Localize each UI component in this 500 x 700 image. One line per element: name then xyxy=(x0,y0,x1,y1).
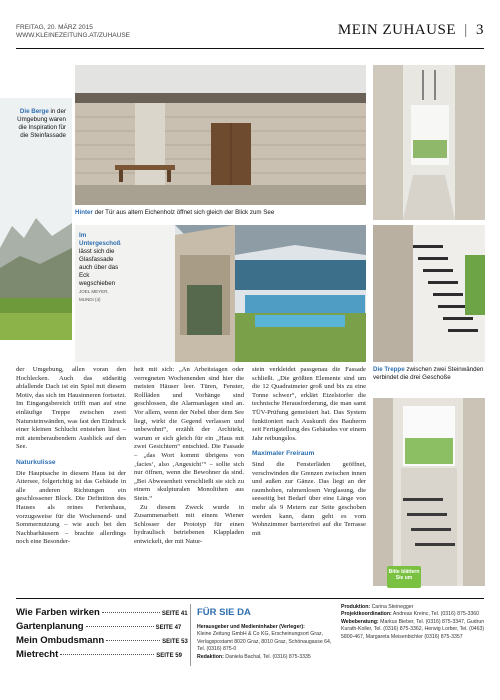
toc-title: Gartenplanung xyxy=(16,621,84,632)
caption-treppe-text: zwischen zwei Steinwänden verbindet die drei Geschoße xyxy=(373,366,484,381)
imprint-werbe-text: Markus Bieber, Tel. (0316) 875-3347, Gudrun Kurath-Koller, Tel. (0316) 875-3362, Herwig Lorber, Tel. (0463) 5800-467, Margareta Meisenbichler (0316) 875-3357 xyxy=(341,618,485,640)
article-col3-p2: Sind die Fensterläden geöffnet, verschwinden die Grenzen zwischen innen und außen zur Gänze. Das liegt an der raumhohen, rahmenlosen Verglasung, die seeseitig bei Bedarf über eine Länge von mehr als 9 Metern zur Seite geschoben werden kann, dann geht es vom Wohnzimmer barrierefrei auf die Terrasse mit xyxy=(252,460,366,537)
toc-page: SEITE 41 xyxy=(161,611,188,617)
article-col2-p2: Zu diesem Zweck wurde in Zusammenarbeit mit einem Wiener Schlosser der Prototyp für einen hydraulisch betriebenen Klappladen entwickelt, der mit Natur- xyxy=(134,503,244,545)
imprint-publisher-text: Kleine Zeitung GmbH & Co KG, Erscheinungsort Graz, Verlagspostamt 8020 Graz, 8010 Graz, Schönaugasse 64, Tel. (0316) 875-0 xyxy=(197,631,332,653)
imprint-werbe-label: Webeberatung: xyxy=(341,618,379,625)
article-col2-p1: heit mit sich: „An Arbeitstagen oder verregneten Wochenenden sind hier die meisten Häuser leer. Türen, Fenster, Rollläden und Vorhänge sind geschlossen, die Alarmanlagen sind an. Vor allem, wenn der Nebel über dem See liegt, wirkt die Gegend verlassen und unbewohnt“, erzählt der Architekt, warum er sich gleich für ein „Haus mit zwei Gesichtern“ entschied. Die Fassade – „das Wort kommt übrigens von ‚facies‘, also ‚Angesicht‘“ – sollte sich nur öffnen, wenn die Bewohner da sind. „Bei Abwesenheit verschließt sie sich zu einem skulpturalen Monolithen aus Stein.“ xyxy=(134,366,244,502)
imprint-heading: FÜR SIE DA xyxy=(197,607,251,618)
imprint-publisher xyxy=(197,624,332,661)
footer-divider xyxy=(190,604,191,666)
caption-treppe-bold: Die Treppe xyxy=(373,366,405,373)
article-col3-p1: stein verkleidet passgenau die Fassade schließt. „Die größten Elemente sind um die 12 Quadratmeter groß und bis zu eine Tonne schwer“, erklärt Etzelstorfer die technische Herausforderung, die man samt TÜV-Prüfung gemeistert hat. Das System funktioniert nach Auskunft des Bauherrn seit Fertigstellung des Gebäudes vor einem Jahr reibungslos. xyxy=(252,366,366,442)
header-rule xyxy=(16,48,484,49)
section-divider: | xyxy=(464,22,468,38)
footer-rule xyxy=(16,598,484,599)
imprint-redaktion-label: Redaktion: xyxy=(197,653,224,660)
next-page-badge[interactable]: Bitte blättern Sie um xyxy=(387,566,421,588)
caption-berge-text: in der Umgebung waren die Inspiration für die Steinfassade xyxy=(17,108,66,139)
article-col-2 xyxy=(134,366,244,546)
imprint-production xyxy=(341,604,485,641)
caption-treppe xyxy=(373,366,485,382)
imprint-produktion-label: Produktion: xyxy=(341,604,371,610)
article-col1-p2: Die Hauptsache in diesem Haus ist der Attersee, folgerichtig ist das Gebäude in alle anderen Richtungen ein geschlossener Block. Die Definition des Hauses als reines Ferienhaus, vorzugsweise für die Wochenend- und Sommernutzung – wie auch bei den Nachbarhäusern – brachte allerdings noch eine Besonder- xyxy=(16,469,126,546)
toc-page: SEITE 53 xyxy=(162,639,188,645)
toc-item[interactable] xyxy=(16,635,188,646)
caption-berge xyxy=(16,108,66,140)
caption-unter xyxy=(79,232,123,304)
toc-title: Wie Farben wirken xyxy=(16,607,100,618)
toc-page: SEITE 59 xyxy=(156,653,182,659)
imprint-projekt-text: Andreas Kreinc, Tel. (0316) 875-3360 xyxy=(392,611,480,618)
page-number: 3 xyxy=(476,22,484,38)
imprint-redaktion-text: Daniela Bachal, Tel. (0316) 875-3335 xyxy=(225,653,311,660)
stairwell-window-photo xyxy=(373,398,485,586)
imprint-publisher-label: Herausgeber und Medieninhaber (Verleger): xyxy=(197,624,305,630)
header-date: FREITAG, 20. MÄRZ 2015 xyxy=(16,24,93,31)
section-title xyxy=(338,22,484,39)
article-col-1 xyxy=(16,366,126,547)
header-dateline xyxy=(16,24,130,40)
header-site: WWW.KLEINEZEITUNG.AT/ZUHAUSE xyxy=(16,32,130,39)
caption-berge-bold: Die Berge xyxy=(19,108,49,115)
caption-unter-bold: Im Untergeschoß xyxy=(79,232,121,247)
toc-title: Mietrecht xyxy=(16,649,59,660)
toc-item[interactable] xyxy=(16,621,181,632)
facade-door-photo xyxy=(75,65,366,205)
imprint-produktion-text: Carina Steinegger xyxy=(371,604,414,610)
toc-page: SEITE 47 xyxy=(155,625,182,631)
caption-tuer-bold: Hinter xyxy=(75,209,93,216)
toc-item[interactable] xyxy=(16,649,182,660)
section-name: MEIN ZUHAUSE xyxy=(337,22,456,38)
subhead-naturkulisse: Naturkulisse xyxy=(16,458,56,466)
caption-tuer-text: der Tür aus altem Eichenholz öffnet sich gleich der Blick zum See xyxy=(94,209,275,216)
article-col-3 xyxy=(252,366,366,538)
toc-item[interactable] xyxy=(16,607,188,618)
subhead-freiraum: Maximaler Freiraum xyxy=(252,450,315,458)
caption-tuer xyxy=(75,209,366,217)
stairs-side-photo xyxy=(373,225,485,362)
toc-title: Mein Ombudsmann xyxy=(16,635,105,646)
caption-unter-text: lässt sich die Glasfassade auch über das Eck wegschieben xyxy=(79,248,119,287)
article-col1-p1: der Umgebung, allen voran den Hochlecken. Auch das südseitig abfallende Dach ist ein Spiel mit diesem Motiv, das sich im Hausinneren fortsetzt. Im Eingangsbereich trifft man auf eine einläufige Treppe zwischen zwei Natursteinwänden, was fast den Eindruck einer kleinen Schlucht entstehen lässt – mit atemberaubendem Ausblick auf den See. xyxy=(16,366,126,451)
photo-credit: JOEL MEYER, MUNDI (4) xyxy=(79,289,109,302)
imprint-projekt-label: Projektkoordination: xyxy=(341,611,392,618)
stair-corridor-photo xyxy=(373,65,485,220)
